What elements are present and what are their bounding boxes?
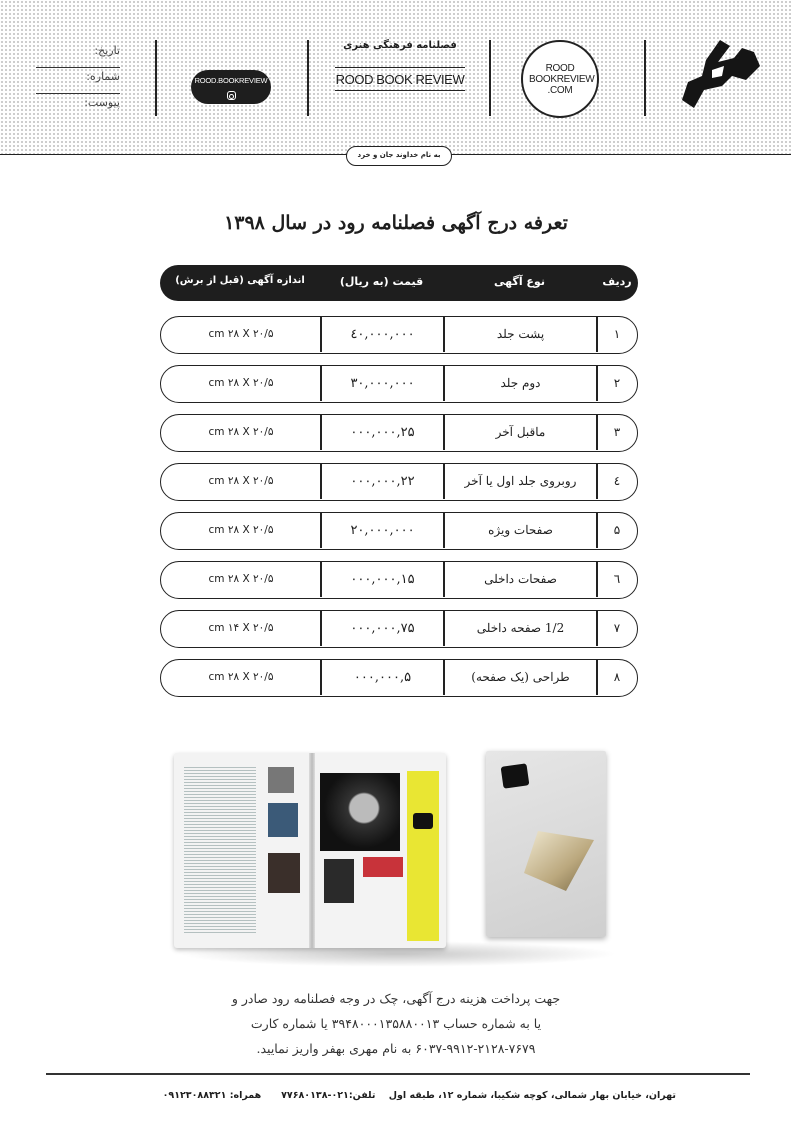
- payment-line: ۶۰۳۷-۹۹۱۲-۲۱۲۸-۷۶۷۹ به نام مهری بهفر واریز نمایید.: [256, 1041, 536, 1056]
- page-title: تعرفه درج آگهی فصلنامه رود در سال ۱۳۹۸: [224, 212, 568, 234]
- ad-type: ماقبل آخر: [495, 425, 546, 439]
- masthead-title: ROOD BOOK REVIEW: [335, 67, 465, 91]
- ad-type: روبروی جلد اول یا آخر: [464, 474, 577, 488]
- ad-type: صفحات ویژه: [488, 523, 553, 537]
- payment-line: جهت پرداخت هزینه درج آگهی، چک در وجه فصلنامه رود صادر و: [231, 991, 561, 1006]
- header-row-number: ردیف: [602, 275, 632, 288]
- ad-size: cm ۲۸ X ۲۰/۵: [208, 377, 274, 389]
- website-badge[interactable]: [521, 40, 599, 118]
- photo-thumb: [268, 767, 294, 793]
- ad-type: پشت جلد: [496, 327, 545, 341]
- row-number: ۳: [613, 425, 621, 439]
- ad-price: ۲۲,٠٠٠,٠٠٠: [350, 474, 415, 489]
- footer-phone: تلفن:۰۲۱-۷۷۶۸۰۱۳۸: [281, 1090, 376, 1101]
- ad-type: دوم جلد: [500, 376, 541, 390]
- table-row: [160, 316, 638, 354]
- open-magazine: [174, 753, 446, 948]
- ad-size: cm ۲۸ X ۲۰/۵: [208, 426, 274, 438]
- ad-size: cm ۲۸ X ۲۰/۵: [208, 671, 274, 683]
- magazine-mockup: [168, 745, 630, 977]
- table-header: [160, 265, 638, 301]
- cover-logo: [501, 763, 530, 788]
- cover-book-art: [524, 831, 594, 891]
- yellow-ad: [407, 771, 439, 941]
- divider: [489, 40, 491, 116]
- red-ad-thumb: [363, 857, 403, 877]
- ad-price: ۳٠,٠٠٠,٠٠٠: [350, 376, 415, 391]
- row-number: ۷: [613, 621, 621, 635]
- footer-divider: [46, 1073, 750, 1075]
- ad-price: ۱۵,٠٠٠,٠٠٠: [350, 572, 415, 587]
- payment-note: [200, 986, 592, 1061]
- divider: [155, 40, 157, 116]
- footer-address: تهران، خیابان بهار شمالی، کوچه شکیبا، شماره ۱۲، طبقه اول: [388, 1090, 676, 1101]
- number-field: شماره:: [36, 68, 120, 94]
- instagram-badge[interactable]: [191, 70, 271, 104]
- instagram-icon: [227, 91, 236, 100]
- header-ad-type: نوع آگهی: [494, 275, 545, 288]
- ad-type: طراحی (یک صفحه): [471, 670, 570, 684]
- ad-price: ۲۵,٠٠٠,٠٠٠: [350, 425, 415, 440]
- table-row: [160, 659, 638, 697]
- ad-price: ٤٠,٠٠٠,٠٠٠: [350, 327, 415, 342]
- table-row: [160, 365, 638, 403]
- ad-price: ۷۵,٠٠٠,٠٠٠: [350, 621, 415, 636]
- ad-price: ۵,٠٠٠,٠٠٠: [353, 670, 412, 685]
- divider: [644, 40, 646, 116]
- row-number: ۸: [613, 670, 621, 684]
- ad-type: صفحات داخلی: [484, 572, 557, 586]
- ad-type: 1/2 صفحه داخلی: [476, 621, 565, 635]
- instagram-handle: ROOD.BOOKREVIEW: [194, 76, 268, 85]
- ad-price: ۲٠,٠٠٠,٠٠٠: [350, 523, 415, 538]
- text-column: [184, 765, 256, 935]
- footer-contact: [46, 1090, 676, 1101]
- spine-fold: [309, 753, 315, 948]
- letterhead: [0, 0, 791, 155]
- row-number: ٦: [613, 572, 621, 586]
- table-row: [160, 610, 638, 648]
- photo-thumb: [268, 853, 300, 893]
- row-number: ۵: [613, 523, 621, 537]
- header-size: اندازه آگهی (قبل از برش): [175, 275, 305, 286]
- row-number: ۲: [613, 376, 621, 390]
- letter-fields: [36, 42, 120, 120]
- attachment-field: پیوست:: [84, 96, 120, 109]
- divider: [307, 40, 309, 116]
- row-number: ٤: [613, 474, 621, 488]
- table-row: [160, 512, 638, 550]
- row-number: ۱: [613, 327, 621, 341]
- ad-size: cm ۲۸ X ۲۰/۵: [208, 328, 274, 340]
- photo-thumb: [268, 803, 298, 837]
- ad-size: cm ۲۸ X ۲۰/۵: [208, 475, 274, 487]
- portrait-photo: [320, 773, 400, 851]
- table-row: [160, 463, 638, 501]
- bismillah-badge: به نام خداوند جان و خرد: [346, 146, 452, 166]
- mini-logo: [413, 813, 433, 829]
- footer-mobile: همراه: ۰۹۱۲۳۰۸۸۳۲۱: [162, 1090, 262, 1101]
- ad-size: cm ۱۴ X ۲۰/۵: [208, 622, 274, 634]
- rood-logo: [672, 36, 764, 110]
- date-field: تاریخ:: [36, 42, 120, 68]
- table-row: [160, 414, 638, 452]
- website-label: ROOD BOOKREVIEW .COM: [529, 62, 595, 96]
- ad-size: cm ۲۸ X ۲۰/۵: [208, 524, 274, 536]
- magazine-cover: [486, 751, 606, 937]
- payment-line: یا به شماره حساب ۳۹۴۸۰۰۰۱۳۵۸۸۰۰۱۳ یا شماره کارت: [250, 1016, 542, 1031]
- ad-size: cm ۲۸ X ۲۰/۵: [208, 573, 274, 585]
- masthead-subtitle: فصلنامه فرهنگی هنری: [343, 40, 457, 51]
- header-price: قیمت (به ریال): [339, 275, 424, 288]
- masthead: [335, 40, 465, 91]
- table-row: [160, 561, 638, 599]
- book-cover-thumb: [324, 859, 354, 903]
